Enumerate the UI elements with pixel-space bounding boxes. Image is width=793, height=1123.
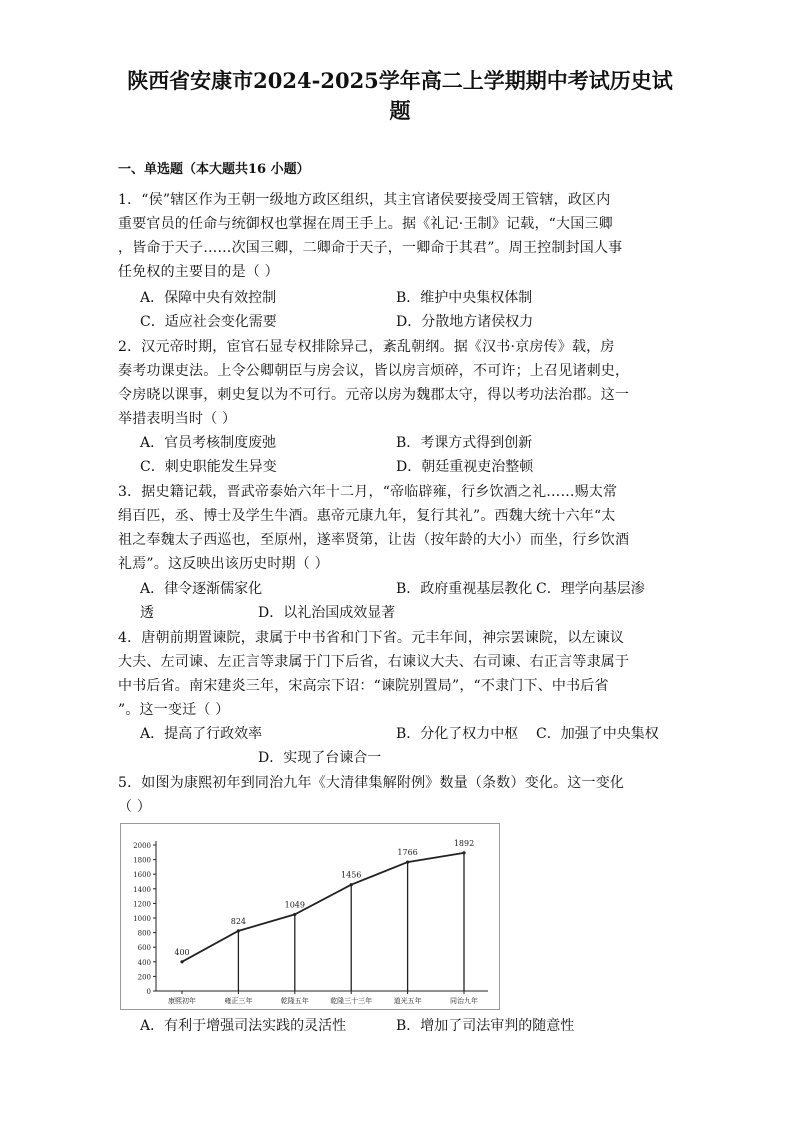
data-point <box>406 860 409 863</box>
data-label: 400 <box>174 947 190 957</box>
q1-option-c[interactable]: C．适应社会变化需要 <box>140 314 277 330</box>
q2-option-c[interactable]: C．刺史职能发生异变 <box>140 459 277 475</box>
y-tick-label: 400 <box>137 958 151 967</box>
data-point <box>350 883 353 886</box>
q3-option-a[interactable]: A．律令逐渐儒家化 <box>140 581 263 597</box>
y-tick-label: 1000 <box>133 915 151 923</box>
data-point <box>462 851 465 854</box>
q1-option-a[interactable]: A．保障中央有效控制 <box>140 290 277 306</box>
x-tick-label: 雍正三年 <box>224 997 253 1005</box>
q3-option-c[interactable]: C．理学向基层渗 <box>536 581 645 597</box>
q4-option-c[interactable]: C．加强了中央集权 <box>536 726 659 742</box>
question-3 <box>118 480 678 576</box>
section-heading: 一、单选题（本大题共16 小题） <box>118 162 310 177</box>
q3-line-3: 祖之奉魏太子西巡也，至原州，遂率贤第，让齿（按年龄的大小）而坐，行乡饮酒 <box>118 532 630 548</box>
q1-line-3: ，皆命于天子……次国三卿，二卿命于天子，一卿命于其君”。周王控制封国人事 <box>118 240 623 256</box>
data-label: 824 <box>230 916 247 926</box>
q3-line-4: 礼焉”。这反映出该历史时期（ ） <box>118 556 329 572</box>
q3-option-c-continued: 透 <box>140 605 154 621</box>
data-point <box>180 960 183 963</box>
q3-line-2: 绢百匹，丞、博士及学生牛酒。惠帝元康九年，复行其礼”。西魏大统十六年“太 <box>118 508 616 524</box>
y-tick-label: 200 <box>137 973 151 982</box>
q5-option-a[interactable]: A．有利于增强司法实践的灵活性 <box>140 1018 347 1034</box>
q2-line-4: 举措表明当时（ ） <box>118 411 237 427</box>
x-tick-label: 道光五年 <box>393 997 422 1005</box>
data-label: 1766 <box>397 848 418 858</box>
y-tick-label: 600 <box>137 944 151 953</box>
y-tick-label: 2000 <box>133 842 151 850</box>
question-2 <box>118 335 678 431</box>
statute-count-line-chart <box>120 823 500 1010</box>
y-tick-label: 1200 <box>133 900 151 909</box>
y-tick-label: 1800 <box>133 856 151 865</box>
title-line-2: 题 <box>389 98 411 123</box>
q2-line-3: 令房晓以课事，刺史复以为不可行。元帝以房为魏郡太守，得以考功法治郡。这一 <box>118 387 630 403</box>
q1-option-b[interactable]: B．维护中央集权体制 <box>396 290 533 306</box>
q3-option-d[interactable]: D．以礼治国成效显著 <box>258 605 396 621</box>
data-label: 1049 <box>284 900 305 910</box>
question-1 <box>118 188 678 284</box>
q2-option-b[interactable]: B．考课方式得到创新 <box>396 435 533 451</box>
q4-line-4: ”。这一变迁（ ） <box>118 702 230 718</box>
q4-option-b[interactable]: B．分化了权力中枢 <box>396 726 519 742</box>
x-tick-label: 康熙初年 <box>168 997 196 1005</box>
q1-option-d[interactable]: D．分散地方诸侯权力 <box>396 314 534 330</box>
y-tick-label: 0 <box>146 988 151 996</box>
q4-line-3: 中书后省。南宋建炎三年，宋高宗下诏：“谏院别置局”，“不隶门下、中书后省 <box>118 678 609 694</box>
q3-option-b[interactable]: B．政府重视基层教化 <box>396 581 533 597</box>
title-line-1: 陕西省安康市2024-2025学年高二上学期期中考试历史试 <box>127 68 673 93</box>
y-tick-label: 800 <box>137 929 151 938</box>
q2-line-1: 2．汉元帝时期，宦官石显专权排除异己，紊乱朝纲。据《汉书·京房传》载，房 <box>118 339 615 355</box>
q1-line-2: 重要官员的任命与统御权也掌握在周王手上。据《礼记·王制》记载，“大国三卿 <box>118 216 613 232</box>
q1-line-4: 任免权的主要目的是（ ） <box>118 264 279 280</box>
q5-line-2: （ ） <box>118 799 152 815</box>
q2-option-a[interactable]: A．官员考核制度废弛 <box>140 435 277 451</box>
data-label: 1456 <box>341 870 362 880</box>
q4-line-2: 大夫、左司谏、左正言等隶属于门下后省，右谏议大夫、右司谏、右正言等隶属于 <box>118 654 630 670</box>
q4-option-a[interactable]: A．提高了行政效率 <box>140 726 263 742</box>
x-tick-label: 同治九年 <box>450 997 478 1005</box>
data-point <box>293 913 296 916</box>
q4-option-d[interactable]: D．实现了台谏合一 <box>258 750 382 766</box>
x-tick-label: 乾隆五年 <box>280 997 309 1005</box>
q1-line-1: 1．“侯”辖区作为王朝一级地方政区组织，其主官诸侯要接受周王管辖，政区内 <box>118 192 611 208</box>
data-point <box>237 929 240 932</box>
q5-option-b[interactable]: B．增加了司法审判的随意性 <box>396 1018 575 1034</box>
q2-option-d[interactable]: D．朝廷重视吏治整顿 <box>396 459 534 475</box>
y-tick-label: 1400 <box>133 885 151 894</box>
data-label: 1892 <box>453 838 475 848</box>
y-tick-label: 1600 <box>133 871 151 880</box>
question-5 <box>118 771 678 819</box>
q2-line-2: 奏考功课吏法。上令公卿朝臣与房会议，皆以房言烦碎，不可许；上召见诸刺史， <box>118 363 630 379</box>
chart-frame <box>121 824 500 1010</box>
question-4 <box>118 626 678 722</box>
page-title <box>100 66 700 126</box>
q4-line-1: 4．唐朝前期置谏院，隶属于中书省和门下省。元丰年间，神宗罢谏院，以左谏议 <box>118 630 625 646</box>
x-tick-label: 乾隆三十三年 <box>330 997 373 1005</box>
q3-line-1: 3．据史籍记载，晋武帝泰始六年十二月，“帝临辟雍，行乡饮酒之礼……赐太常 <box>118 484 618 500</box>
q5-line-1: 5．如图为康熙初年到同治九年《大清律集解附例》数量（条数）变化。这一变化 <box>118 775 625 791</box>
